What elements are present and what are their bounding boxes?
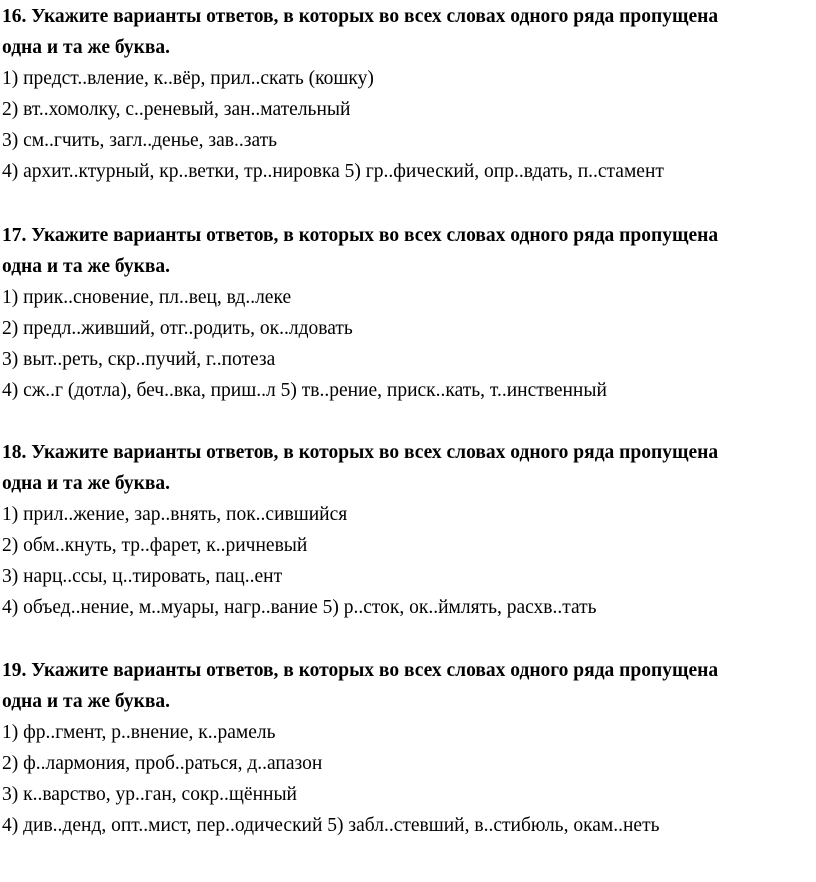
answer-option: 2) обм..кнуть, тр..фарет, к..ричневый: [2, 535, 308, 556]
answer-option: 2) вт..хомолку, с..реневый, зан..мательный: [2, 99, 351, 120]
answer-option: 4) объед..нение, м..муары, нагр..вание 5) р..сток, ок..ймлять, расхв..тать: [2, 597, 597, 618]
question-19: [2, 655, 814, 841]
question-title: 16. Укажите варианты ответов, в которых во всех словах одного ряда пропущена: [2, 6, 719, 27]
answer-option: 3) см..гчить, загл..денье, зав..зать: [2, 130, 278, 151]
answer-option: 1) предст..вление, к..вёр, прил..скать (кошку): [2, 68, 374, 89]
question-title-continued: одна и та же буква.: [2, 473, 171, 494]
question-17: [2, 220, 814, 406]
question-title-continued: одна и та же буква.: [2, 37, 171, 58]
question-16: [2, 1, 814, 187]
answer-option: 1) прил..жение, зар..внять, пок..сившийся: [2, 504, 348, 525]
answer-option: 3) к..варство, ур..ган, сокр..щённый: [2, 784, 297, 805]
answer-option: 3) выт..реть, скр..пучий, г..потеза: [2, 349, 276, 370]
answer-option: 4) сж..г (дотла), беч..вка, приш..л 5) тв..рение, приск..кать, т..инственный: [2, 380, 607, 401]
question-title: 18. Укажите варианты ответов, в которых во всех словах одного ряда пропущена: [2, 442, 719, 463]
answer-option: 3) нарц..ссы, ц..тировать, пац..ент: [2, 566, 283, 587]
question-title: 17. Укажите варианты ответов, в которых во всех словах одного ряда пропущена: [2, 225, 719, 246]
answer-option: 4) архит..ктурный, кр..ветки, тр..нировка 5) гр..фический, опр..вдать, п..стамент: [2, 161, 664, 182]
answer-option: 4) див..денд, опт..мист, пер..одический 5) забл..стевший, в..стибюль, окам..неть: [2, 815, 660, 836]
answer-option: 1) фр..гмент, р..внение, к..рамель: [2, 722, 276, 743]
answer-option: 2) предл..живший, отг..родить, ок..лдовать: [2, 318, 353, 339]
question-title: 19. Укажите варианты ответов, в которых во всех словах одного ряда пропущена: [2, 660, 719, 681]
question-title-continued: одна и та же буква.: [2, 691, 171, 712]
question-title-continued: одна и та же буква.: [2, 256, 171, 277]
answer-option: 2) ф..лармония, проб..раться, д..апазон: [2, 753, 323, 774]
answer-option: 1) прик..сновение, пл..вец, вд..леке: [2, 287, 292, 308]
question-18: [2, 437, 814, 623]
